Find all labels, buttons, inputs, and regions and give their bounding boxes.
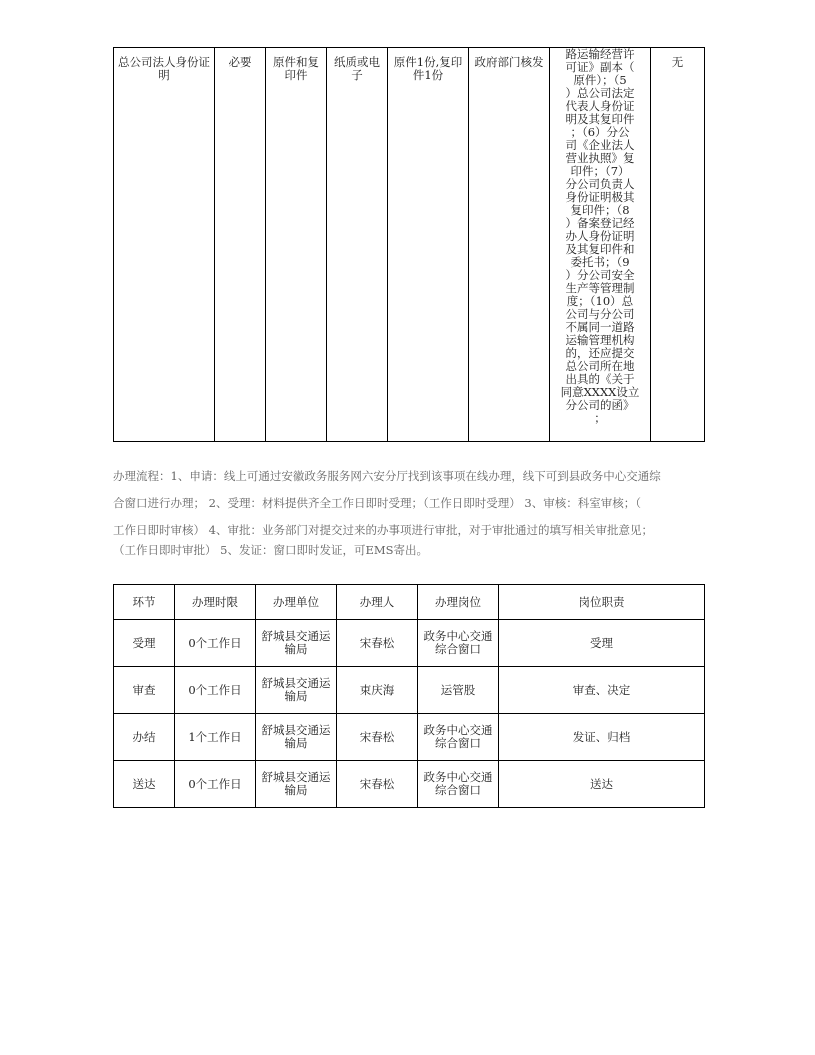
note-line: 营业执照》复: [565, 151, 635, 165]
note-line: 出具的《关于: [565, 372, 635, 386]
table-cell: 政务中心交通综合窗口: [418, 714, 499, 761]
note-line: 委托书；（9: [570, 255, 630, 269]
table-row: [114, 714, 705, 761]
header-cell: 办理单位: [256, 585, 337, 620]
note-line: ）总公司法定: [565, 86, 635, 100]
note-line: 司《企业法人: [565, 138, 635, 152]
process-steps-table: [113, 584, 705, 808]
table-cell: 0个工作日: [175, 761, 256, 808]
copies-cell: 原件1份,复印件1份: [388, 48, 469, 442]
table-cell: 办结: [114, 714, 175, 761]
note-line: ）备案登记经: [565, 216, 635, 230]
note-line: 印件；（7）: [570, 164, 630, 178]
note-line: 同意XXXX设立: [560, 385, 640, 399]
table-cell: 受理: [499, 620, 705, 667]
note-line: 原件）；（5: [573, 73, 627, 87]
note-line: 可证》副本（: [565, 60, 635, 74]
table-cell: 宋春松: [337, 714, 418, 761]
header-cell: 办理时限: [175, 585, 256, 620]
table-cell: 送达: [499, 761, 705, 808]
note-line: 度；（10）总: [566, 294, 634, 308]
table-row: [114, 667, 705, 714]
note-line: 明及其复印件: [565, 112, 635, 126]
material-form-cell: 原件和复印件: [266, 48, 327, 442]
table-cell: 政务中心交通综合窗口: [418, 620, 499, 667]
header-cell: 环节: [114, 585, 175, 620]
header-cell: 岗位职责: [499, 585, 705, 620]
note-line: 不属同一道路: [565, 320, 635, 334]
process-line: 工作日即时审核） 4、审批：业务部门对提交过来的办事项进行审批，对于审批通过的填写相关审批意见；: [113, 523, 653, 537]
materials-table: [113, 47, 705, 442]
necessity-cell: 必要: [215, 48, 266, 442]
table-cell: 受理: [114, 620, 175, 667]
carrier-cell: 纸质或电子: [327, 48, 388, 442]
table-cell: 1个工作日: [175, 714, 256, 761]
note-line: ）分公司安全: [565, 268, 635, 282]
note-line: 身份证明极其: [565, 190, 635, 204]
table-cell: 舒城县交通运输局: [256, 620, 337, 667]
notes-cell: [550, 48, 651, 442]
table-cell: 运管股: [418, 667, 499, 714]
note-line: 运输管理机构: [565, 333, 635, 347]
note-line: 代表人身份证: [565, 99, 635, 113]
process-line: 办理流程：1、申请：线上可通过安徽政务服务网六安分厅找到该事项在线办理，线下可到县政务中心交通综: [113, 469, 661, 483]
table-cell: 宋春松: [337, 761, 418, 808]
note-line: 总公司所在地: [565, 359, 635, 373]
note-line: 的，还应提交: [565, 346, 635, 360]
table-cell: 0个工作日: [175, 667, 256, 714]
material-name-cell: 总公司法人身份证明: [114, 48, 215, 442]
table-cell: 审查、决定: [499, 667, 705, 714]
note-line: 生产等管理制: [565, 281, 635, 295]
table-row: [114, 761, 705, 808]
table-cell: 0个工作日: [175, 620, 256, 667]
note-line: 复印件；（8: [570, 203, 630, 217]
note-line: 分公司负责人: [565, 177, 635, 191]
table-row: [114, 620, 705, 667]
table-row: [114, 48, 705, 442]
note-line: ；（6）分公: [570, 125, 630, 139]
table-cell: 送达: [114, 761, 175, 808]
process-line: 合窗口进行办理； 2、受理：材料提供齐全工作日即时受理；（工作日即时受理） 3、审核：科室审核；（: [113, 496, 641, 510]
note-line: ；: [594, 411, 606, 425]
table-cell: 舒城县交通运输局: [256, 714, 337, 761]
table-cell: 政务中心交通综合窗口: [418, 761, 499, 808]
source-cell: 政府部门核发: [469, 48, 550, 442]
table-cell: 宋春松: [337, 620, 418, 667]
note-line: 路运输经营许: [565, 47, 635, 61]
table-header-row: [114, 585, 705, 620]
note-line: 及其复印件和: [565, 242, 635, 256]
table-cell: 发证、归档: [499, 714, 705, 761]
table-cell: 舒城县交通运输局: [256, 667, 337, 714]
note-line: 办人身份证明: [565, 229, 635, 243]
table-cell: 舒城县交通运输局: [256, 761, 337, 808]
note-line: 公司与分公司: [565, 307, 635, 321]
table-cell: 束庆海: [337, 667, 418, 714]
process-line: （工作日即时审批） 5、发证：窗口即时发证，可EMS寄出。: [113, 543, 429, 557]
header-cell: 办理岗位: [418, 585, 499, 620]
table-cell: 审查: [114, 667, 175, 714]
note-line: 分公司的函》: [565, 398, 635, 412]
header-cell: 办理人: [337, 585, 418, 620]
remark-cell: 无: [651, 48, 705, 442]
